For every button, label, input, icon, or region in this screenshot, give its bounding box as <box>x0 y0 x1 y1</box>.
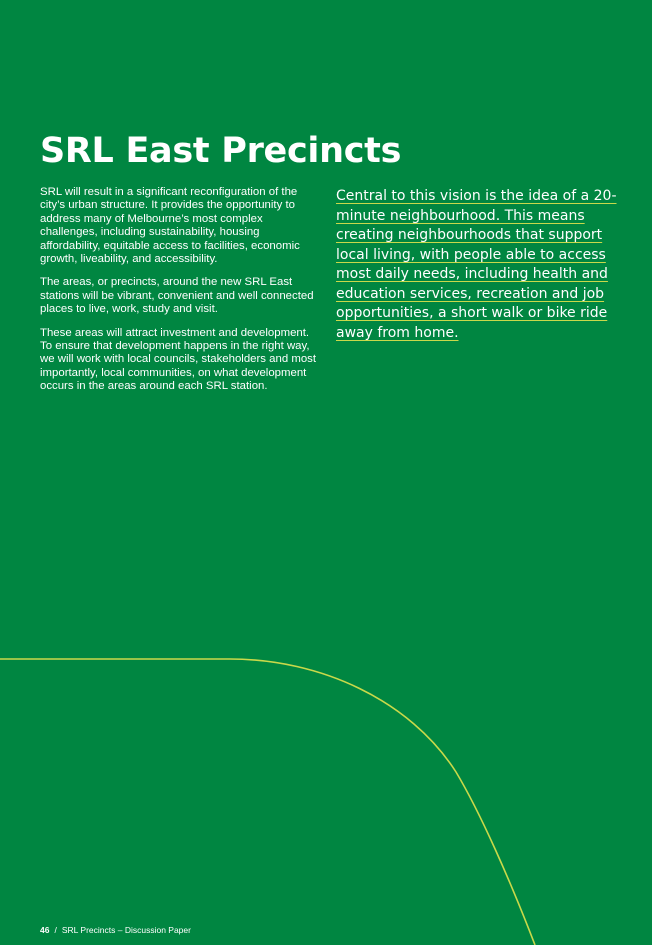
document-title: SRL Precincts – Discussion Paper <box>61 925 191 935</box>
page-footer <box>40 925 191 935</box>
footer-separator: / <box>54 925 57 935</box>
body-paragraph: SRL will result in a significant reconfiguration of the city’s urban structure. It provides the opportunity to address many of Melbourne’s most complex challenges, including sustainability, housing affordability, equitable access to facilities, economic growth, liveability, and accessibility. <box>40 186 300 266</box>
pull-quote-text: Central to this vision is the idea of a 20-minute neighbourhood. This means creating neighbourhoods that support local living, with people able to access most daily needs, including health and education services, recreation and job opportunities, a short walk or bike ride away from home. <box>336 188 617 341</box>
body-paragraph: These areas will attract investment and development. To ensure that development happens in the right way, we will work with local councils, stakeholders and most importantly, local communities, on what development occurs in the areas around each SRL station. <box>40 326 317 393</box>
page-title: SRL East Precincts <box>40 131 402 171</box>
body-paragraph: The areas, or precincts, around the new SRL East stations will be vibrant, convenient and well connected places to live, work, study and visit. <box>40 276 314 316</box>
page-number: 46 <box>40 925 50 935</box>
